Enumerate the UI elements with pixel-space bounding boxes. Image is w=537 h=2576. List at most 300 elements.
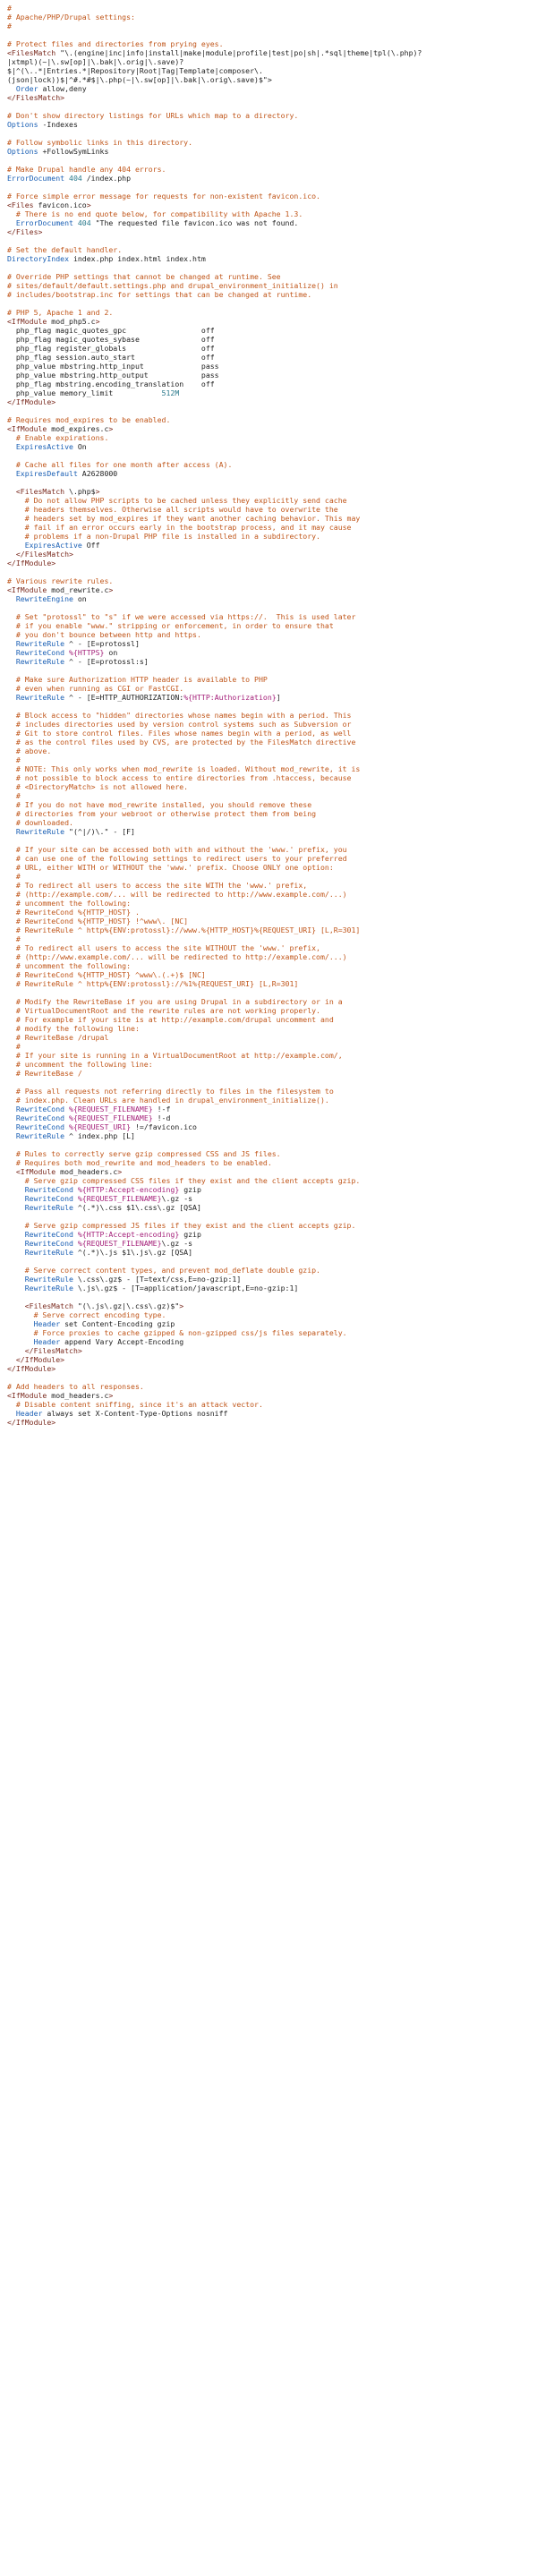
- code-text: (json|lock))$|^#.*#$|\.php(~|\.sw[op]|\.bak|\.orig\.save)$">: [7, 75, 272, 84]
- code-comment: # RewriteRule ^ http%{ENV:protossl}://www.%{HTTP_HOST}%{REQUEST_URI} [L,R=301]: [7, 925, 361, 934]
- code-variable: %{REQUEST_FILENAME}: [64, 1113, 153, 1122]
- code-comment: # if you enable "www." stripping or enforcement, in order to ensure that: [7, 621, 334, 630]
- code-comment: # Various rewrite rules.: [7, 576, 114, 585]
- code-comment: # Requires both mod_rewrite and mod_headers to be enabled.: [7, 1158, 272, 1167]
- code-directive: RewriteRule: [15, 657, 65, 666]
- code-line: [7, 209, 530, 218]
- code-line: [7, 460, 530, 469]
- code-text: \.js\.gz$ - [T=application/javascript,E=no-gzip:1]: [72, 1284, 299, 1292]
- code-text: ^ - [E=protossl:s]: [64, 657, 149, 666]
- code-directive: ErrorDocument: [7, 174, 65, 183]
- code-line: [7, 1069, 530, 1078]
- code-comment: # index.php. Clean URLs are handled in drupal_environment_initialize().: [7, 1096, 329, 1105]
- code-line: [7, 1400, 530, 1409]
- code-comment: # uncomment the following:: [7, 961, 132, 970]
- code-line: [7, 317, 530, 326]
- code-line: [7, 174, 530, 183]
- code-directive: RewriteCond: [15, 648, 65, 657]
- code-tag: </IfModule>: [15, 1355, 65, 1364]
- code-comment: # above.: [7, 746, 52, 755]
- code-text: php_flag register_globals off: [7, 344, 215, 353]
- code-line: [7, 299, 530, 308]
- code-text: ^ - [E=protossl]: [64, 639, 140, 648]
- code-text: mod_expires.c: [47, 424, 109, 433]
- code-line: [7, 371, 530, 380]
- code-text: [7, 1355, 16, 1364]
- code-line: [7, 1382, 530, 1391]
- code-line: [7, 603, 530, 612]
- code-tag: <IfModule: [7, 317, 47, 326]
- code-line: [7, 666, 530, 675]
- code-line: [7, 541, 530, 550]
- code-comment: # Requires mod_expires to be enabled.: [7, 415, 171, 424]
- code-line: [7, 469, 530, 478]
- code-line: [7, 899, 530, 908]
- code-text: ^ index.php [L]: [64, 1131, 135, 1140]
- code-directive: RewriteRule: [24, 1203, 73, 1212]
- code-directive: RewriteRule: [15, 1131, 65, 1140]
- code-directive: RewriteRule: [24, 1275, 73, 1284]
- code-comment: # Override PHP settings that cannot be changed at runtime. See: [7, 272, 281, 281]
- code-comment: # (http://www.example.com/... will be redirected to http://example.com/...): [7, 952, 347, 961]
- code-text: "\.(engine|inc|info|install|make|module|profile|test|po|sh|.*sql|theme|tpl(\.php)?: [55, 48, 422, 57]
- code-tag: <FilesMatch: [7, 48, 56, 57]
- code-line: [7, 1203, 530, 1212]
- code-line: [7, 648, 530, 657]
- code-line: [7, 1131, 530, 1140]
- code-comment: # directories from your webroot or otherwise protect them from being: [7, 809, 317, 818]
- code-line: [7, 1373, 530, 1382]
- code-line: [7, 84, 530, 93]
- code-directive: RewriteRule: [24, 1284, 73, 1292]
- code-line: [7, 1284, 530, 1292]
- code-line: [7, 165, 530, 174]
- code-directive: Header: [33, 1337, 61, 1346]
- code-text: |xtmpl)(~|\.sw[op]|\.bak|\.orig|\.save)?: [7, 57, 184, 66]
- code-text: \.gz -s: [161, 1194, 193, 1203]
- code-directive: ExpiresDefault: [15, 469, 78, 478]
- code-directive: Header: [33, 1319, 61, 1328]
- code-comment: # not possible to block access to entire directories from .htaccess, because: [7, 773, 352, 782]
- code-comment: # Cache all files for one month after access (A).: [7, 460, 233, 469]
- code-text: [7, 1105, 16, 1113]
- code-comment: # PHP 5, Apache 1 and 2.: [7, 308, 114, 317]
- code-line: [7, 200, 530, 209]
- code-line: [7, 818, 530, 827]
- code-comment: # Serve gzip compressed JS files if they exist and the client accepts gzip.: [7, 1221, 356, 1230]
- code-line: [7, 952, 530, 961]
- code-line: [7, 657, 530, 666]
- code-variable: %{REQUEST_FILENAME}: [72, 1194, 162, 1203]
- code-tag: >: [108, 424, 114, 433]
- code-line: [7, 1328, 530, 1337]
- code-line: [7, 1346, 530, 1355]
- code-comment: # modify the following line:: [7, 1024, 140, 1033]
- code-line: [7, 4, 530, 13]
- code-comment: # Serve gzip compressed CSS files if they exist and the client accepts gzip.: [7, 1176, 361, 1185]
- code-line: [7, 630, 530, 639]
- code-line: [7, 1275, 530, 1284]
- code-line: [7, 523, 530, 532]
- code-line: [7, 1364, 530, 1373]
- code-text: php_flag mbstring.encoding_translation off: [7, 380, 215, 388]
- code-line: [7, 594, 530, 603]
- code-comment: # Force proxies to cache gzipped & non-gzipped css/js files separately.: [7, 1328, 347, 1337]
- code-comment: # RewriteBase /: [7, 1069, 82, 1078]
- code-line: [7, 21, 530, 30]
- code-tag: </FilesMatch>: [7, 93, 65, 102]
- code-line: [7, 102, 530, 111]
- code-text: [7, 1194, 25, 1203]
- code-directive: ErrorDocument: [15, 218, 73, 227]
- code-line: [7, 738, 530, 746]
- code-text: ^(.*)\.css $1\.css\.gz [QSA]: [72, 1203, 201, 1212]
- code-tag: <IfModule: [7, 1391, 47, 1400]
- code-text: [7, 1185, 25, 1194]
- code-text: "The requested file favicon.ico was not found.: [90, 218, 299, 227]
- code-line: [7, 1122, 530, 1131]
- code-text: index.php index.html index.htm: [69, 254, 206, 263]
- code-comment: # URL, either WITH or WITHOUT the 'www.' prefix. Choose ONLY one option:: [7, 863, 334, 872]
- code-line: [7, 711, 530, 720]
- code-line: [7, 397, 530, 406]
- code-line: [7, 621, 530, 630]
- code-text: /index.php: [81, 174, 132, 183]
- code-directive: RewriteCond: [24, 1230, 73, 1239]
- code-line: [7, 290, 530, 299]
- code-text: [7, 1113, 16, 1122]
- code-line: [7, 585, 530, 594]
- code-line: [7, 281, 530, 290]
- code-line: [7, 451, 530, 460]
- code-line: [7, 111, 530, 120]
- code-comment: # Serve correct encoding type.: [7, 1310, 166, 1319]
- code-line: [7, 612, 530, 621]
- code-variable: %{HTTPS}: [64, 648, 105, 657]
- code-directive: ExpiresActive: [15, 442, 73, 451]
- code-comment: # Set "protossl" to "s" if we were accessed via https://. This is used later: [7, 612, 356, 621]
- code-tag: <IfModule: [7, 424, 47, 433]
- code-text: php_flag magic_quotes_sybase off: [7, 335, 215, 344]
- code-text: [7, 1131, 16, 1140]
- code-comment: # For example if your site is at http://example.com/drupal uncomment and: [7, 1015, 334, 1024]
- code-comment: # you don't bounce between http and https.: [7, 630, 201, 639]
- code-text: [7, 1301, 25, 1310]
- code-text: \.css\.gz$ - [T=text/css,E=no-gzip:1]: [72, 1275, 242, 1284]
- code-text: [7, 1239, 25, 1248]
- code-comment: # Enable expirations.: [7, 433, 109, 442]
- code-line: [7, 496, 530, 505]
- code-comment: # VirtualDocumentRoot and the rewrite rules are not working properly.: [7, 1006, 320, 1015]
- code-comment: # If your site can be accessed both with and without the 'www.' prefix, you: [7, 845, 347, 854]
- code-line: [7, 1140, 530, 1149]
- code-line: [7, 1051, 530, 1060]
- code-variable: %{HTTP:Accept-encoding}: [72, 1185, 180, 1194]
- code-tag: >: [117, 1167, 123, 1176]
- code-text: Off: [81, 541, 100, 550]
- code-text: set Content-Encoding gzip: [60, 1319, 175, 1328]
- code-comment: #: [7, 755, 21, 764]
- code-text: [7, 594, 16, 603]
- code-line: [7, 335, 530, 344]
- code-line: [7, 380, 530, 388]
- code-comment: # uncomment the following line:: [7, 1060, 153, 1069]
- code-directive: Order: [15, 84, 38, 93]
- code-comment: # downloaded.: [7, 818, 73, 827]
- code-line: [7, 147, 530, 156]
- code-comment: # Make Drupal handle any 404 errors.: [7, 165, 166, 174]
- code-line: [7, 890, 530, 899]
- code-text: On: [72, 442, 87, 451]
- code-text: [7, 693, 16, 702]
- code-line: [7, 514, 530, 523]
- code-text: [7, 1409, 16, 1418]
- code-line: [7, 13, 530, 21]
- code-line: [7, 764, 530, 773]
- code-line: [7, 388, 530, 397]
- code-comment: # Don't show directory listings for URLs which map to a directory.: [7, 111, 299, 120]
- code-line: [7, 263, 530, 272]
- code-comment: # Protect files and directories from prying eyes.: [7, 39, 224, 48]
- code-comment: # (http://example.com/... will be redirected to http://www.example.com/...): [7, 890, 347, 899]
- code-text: [7, 648, 16, 657]
- code-tag: <IfModule: [7, 585, 47, 594]
- code-line: [7, 881, 530, 890]
- code-line: [7, 576, 530, 585]
- code-comment: # RewriteCond %{HTTP_HOST} .: [7, 908, 140, 917]
- code-comment: # headers themselves. Otherwise all scripts would have to overwrite the: [7, 505, 338, 514]
- code-line: [7, 415, 530, 424]
- code-comment: # includes directories used by version control systems such as Subversion or: [7, 720, 352, 729]
- code-line: [7, 917, 530, 925]
- code-variable: %{REQUEST_FILENAME}: [64, 1105, 153, 1113]
- code-line: [7, 227, 530, 236]
- code-line: [7, 782, 530, 791]
- code-text: ^ - [E=HTTP_AUTHORIZATION:: [64, 693, 184, 702]
- code-line: [7, 156, 530, 165]
- code-line: [7, 961, 530, 970]
- code-text: [7, 1203, 25, 1212]
- code-line: [7, 48, 530, 57]
- code-comment: # To redirect all users to access the site WITHOUT the 'www.' prefix,: [7, 943, 320, 952]
- code-line: [7, 1096, 530, 1105]
- code-comment: # RewriteCond %{HTTP_HOST} !^www\. [NC]: [7, 917, 189, 925]
- code-text: [7, 1319, 34, 1328]
- code-text: on: [72, 594, 87, 603]
- code-number: 404: [72, 218, 91, 227]
- code-comment: #: [7, 1042, 21, 1051]
- code-line: [7, 872, 530, 881]
- code-directive: RewriteRule: [15, 639, 65, 648]
- code-text: !-d: [152, 1113, 171, 1122]
- code-line: [7, 702, 530, 711]
- code-tag: </IfModule>: [7, 1364, 56, 1373]
- code-line: [7, 979, 530, 988]
- code-text: [7, 541, 25, 550]
- code-directive: RewriteCond: [15, 1113, 65, 1122]
- code-text: php_value mbstring.http_output pass: [7, 371, 219, 380]
- code-directive: RewriteCond: [24, 1194, 73, 1203]
- code-text: [7, 639, 16, 648]
- code-text: mod_rewrite.c: [47, 585, 109, 594]
- code-line: [7, 791, 530, 800]
- code-line: [7, 344, 530, 353]
- code-line: [7, 559, 530, 567]
- code-text: php_flag session.auto_start off: [7, 353, 215, 362]
- code-text: [7, 1284, 25, 1292]
- code-variable: %{HTTP:Authorization}: [183, 693, 277, 702]
- code-line: [7, 639, 530, 648]
- code-line: [7, 684, 530, 693]
- code-line: [7, 970, 530, 979]
- code-line: [7, 1024, 530, 1033]
- code-text: A2628000: [77, 469, 118, 478]
- code-tag: <FilesMatch: [15, 487, 65, 496]
- code-line: [7, 827, 530, 836]
- code-line: [7, 57, 530, 66]
- code-line: [7, 925, 530, 934]
- code-comment: # Disable content sniffing, since it's an attack vector.: [7, 1400, 263, 1409]
- code-tag: </Files>: [7, 227, 43, 236]
- code-text: \.gz -s: [161, 1239, 193, 1248]
- code-text: !-f: [152, 1105, 171, 1113]
- code-line: [7, 720, 530, 729]
- code-comment: # as the control files used by CVS, are protected by the FilesMatch directive: [7, 738, 356, 746]
- code-line: [7, 755, 530, 764]
- code-line: [7, 406, 530, 415]
- code-text: -Indexes: [38, 120, 78, 129]
- code-comment: #: [7, 4, 12, 13]
- code-variable: %{REQUEST_FILENAME}: [72, 1239, 162, 1248]
- code-line: [7, 487, 530, 496]
- code-line: [7, 1230, 530, 1239]
- code-tag: >: [179, 1301, 184, 1310]
- code-comment: # Rules to correctly serve gzip compressed CSS and JS files.: [7, 1149, 281, 1158]
- code-text: [7, 1337, 34, 1346]
- code-text: php_value mbstring.http_input pass: [7, 362, 219, 371]
- code-line: [7, 424, 530, 433]
- code-text: \.php$: [64, 487, 96, 496]
- code-line: [7, 1042, 530, 1051]
- code-line: [7, 836, 530, 845]
- code-line: [7, 326, 530, 335]
- code-text: allow,deny: [38, 84, 87, 93]
- code-line: [7, 908, 530, 917]
- code-comment: # NOTE: This only works when mod_rewrite is loaded. Without mod_rewrite, it is: [7, 764, 361, 773]
- code-line: [7, 1391, 530, 1400]
- code-comment: # even when running as CGI or FastCGI.: [7, 684, 184, 693]
- code-text: append Vary Accept-Encoding: [60, 1337, 184, 1346]
- code-line: [7, 93, 530, 102]
- code-line: [7, 845, 530, 854]
- code-text: favicon.ico: [33, 200, 87, 209]
- code-comment: # Serve correct content types, and prevent mod_deflate double gzip.: [7, 1266, 320, 1275]
- code-line: [7, 1301, 530, 1310]
- code-line: [7, 236, 530, 245]
- code-line: [7, 1015, 530, 1024]
- code-comment: # <DirectoryMatch> is not allowed here.: [7, 782, 189, 791]
- code-line: [7, 30, 530, 39]
- code-line: [7, 1087, 530, 1096]
- code-line: [7, 245, 530, 254]
- code-text: gzip: [179, 1185, 201, 1194]
- code-line: [7, 532, 530, 541]
- code-line: [7, 567, 530, 576]
- code-text: "(^|/)\." - [F]: [64, 827, 135, 836]
- code-line: [7, 1221, 530, 1230]
- code-comment: # RewriteBase /drupal: [7, 1033, 109, 1042]
- code-comment: #: [7, 934, 21, 943]
- code-text: [7, 1275, 25, 1284]
- code-comment: # fail if an error occurs early in the bootstrap process, and it may cause: [7, 523, 352, 532]
- code-line: [7, 1176, 530, 1185]
- code-text: [7, 1248, 25, 1257]
- code-variable: %{HTTP:Accept-encoding}: [72, 1230, 180, 1239]
- code-text: mod_headers.c: [55, 1167, 118, 1176]
- code-tag: <Files: [7, 200, 34, 209]
- code-text: [7, 218, 16, 227]
- code-line: [7, 1292, 530, 1301]
- code-text: php_value memory_limit: [7, 388, 162, 397]
- code-line: [7, 353, 530, 362]
- code-line: [7, 854, 530, 863]
- code-line: [7, 75, 530, 84]
- code-line: [7, 746, 530, 755]
- code-line: [7, 129, 530, 138]
- code-text: always set X-Content-Type-Options nosniff: [42, 1409, 228, 1418]
- code-tag: </IfModule>: [7, 559, 56, 567]
- code-tag: <FilesMatch: [24, 1301, 73, 1310]
- code-tag: >: [108, 1391, 114, 1400]
- code-text: +FollowSymLinks: [38, 147, 109, 156]
- code-line: [7, 308, 530, 317]
- code-line: [7, 1239, 530, 1248]
- code-line: [7, 988, 530, 997]
- code-directive: RewriteEngine: [15, 594, 73, 603]
- code-directive: RewriteCond: [24, 1185, 73, 1194]
- code-comment: # Block access to "hidden" directories whose names begin with a period. This: [7, 711, 352, 720]
- code-comment: #: [7, 21, 12, 30]
- code-line: [7, 39, 530, 48]
- code-comment: # Pass all requests not referring directly to files in the filesystem to: [7, 1087, 334, 1096]
- code-line: [7, 1248, 530, 1257]
- code-comment: # If your site is running in a VirtualDocumentRoot at http://example.com/,: [7, 1051, 343, 1060]
- code-line: [7, 809, 530, 818]
- code-comment: # RewriteCond %{HTTP_HOST} ^www\.(.+)$ [NC]: [7, 970, 206, 979]
- code-directive: RewriteRule: [24, 1248, 73, 1257]
- code-line: [7, 1167, 530, 1176]
- code-line: [7, 1105, 530, 1113]
- code-line: [7, 729, 530, 738]
- code-line: [7, 1060, 530, 1069]
- code-comment: # RewriteRule ^ http%{ENV:protossl}://%1%{REQUEST_URI} [L,R=301]: [7, 979, 299, 988]
- code-text: gzip: [179, 1230, 201, 1239]
- code-text: on: [104, 648, 118, 657]
- code-comment: # uncomment the following:: [7, 899, 132, 908]
- code-line: [7, 934, 530, 943]
- code-comment: # headers set by mod_expires if they want another caching behavior. This may: [7, 514, 361, 523]
- code-line: [7, 943, 530, 952]
- code-text: php_flag magic_quotes_gpc off: [7, 326, 215, 335]
- code-directive: Options: [7, 147, 38, 156]
- code-comment: # To redirect all users to access the site WITH the 'www.' prefix,: [7, 881, 308, 890]
- code-line: [7, 120, 530, 129]
- code-comment: # problems if a non-Drupal PHP file is installed in a subdirectory.: [7, 532, 320, 541]
- code-text: [7, 487, 16, 496]
- code-line: [7, 442, 530, 451]
- code-line: [7, 218, 530, 227]
- code-directive: Options: [7, 120, 38, 129]
